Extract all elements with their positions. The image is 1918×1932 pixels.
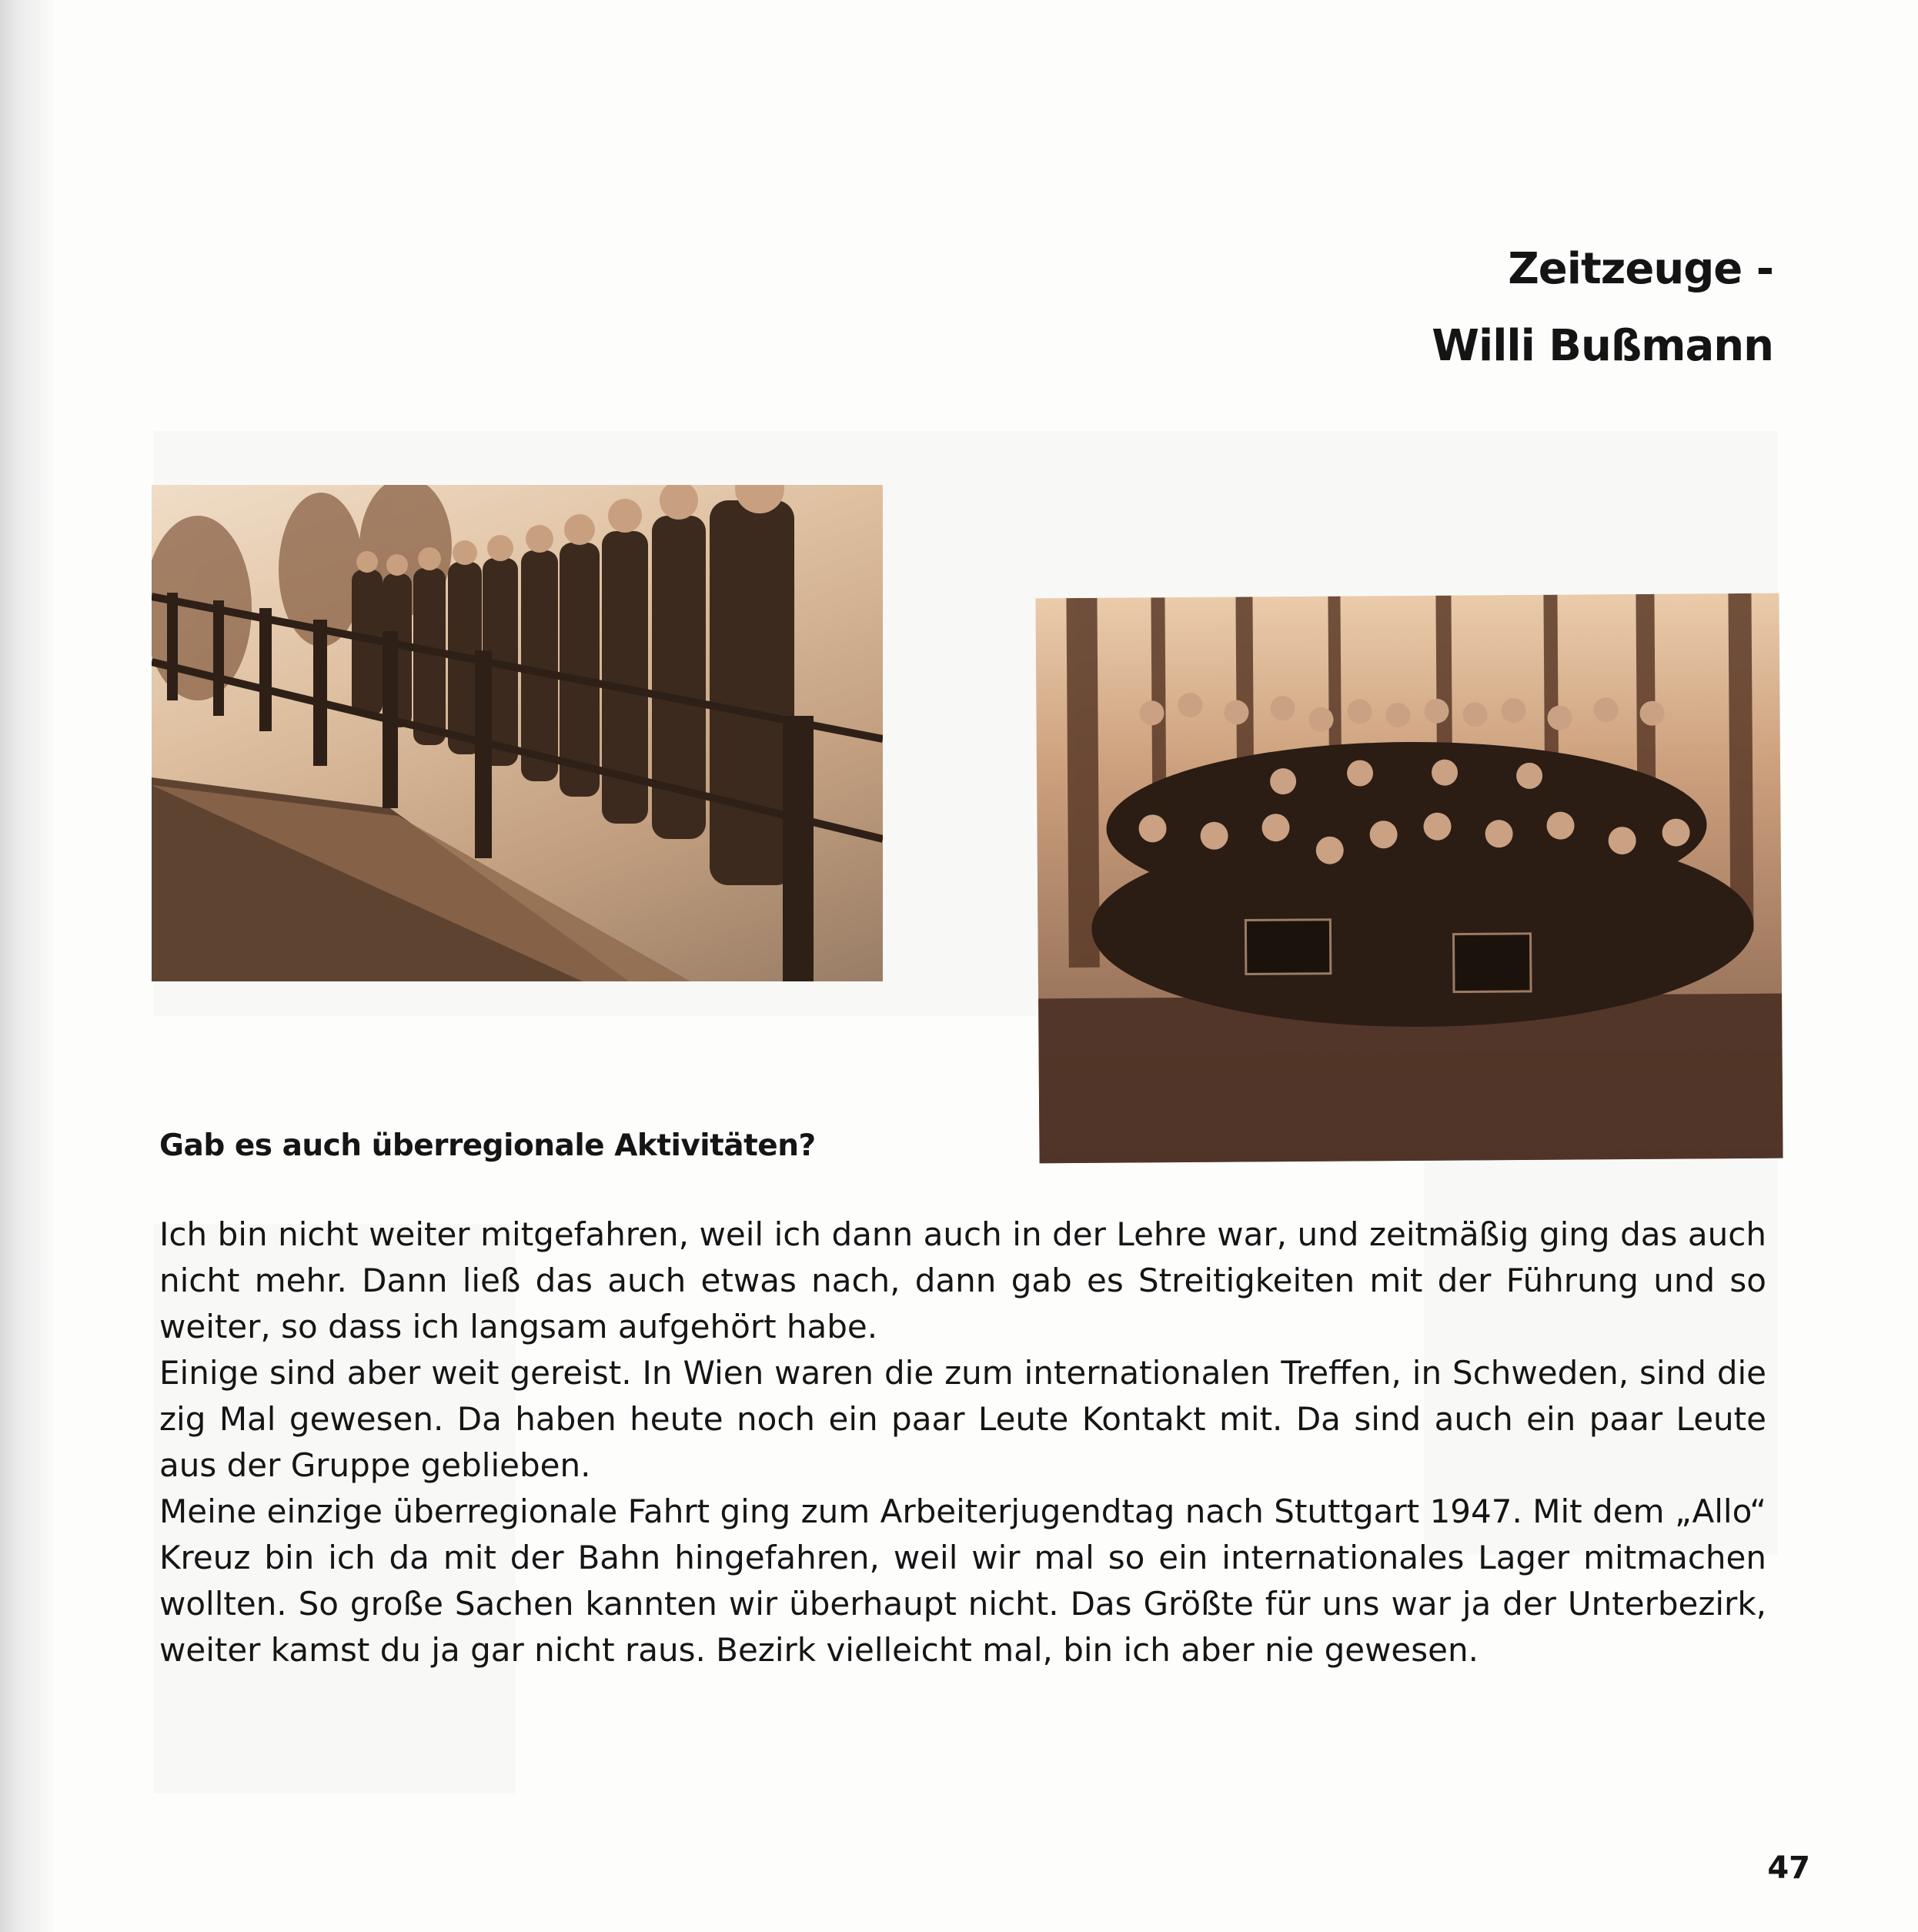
- page-number: 47: [1767, 1850, 1810, 1886]
- photo-group-on-bridge-icon: [152, 485, 883, 981]
- answer-paragraph-2: Einige sind aber weit gereist. In Wien waren die zum internationalen Treffen, in Schweden, sind die zig Mal gewesen. Da haben heute noch ein paar Leute Kontakt mit. Da sind auch ein paar Leute aus der Gruppe geblieben.: [159, 1354, 1766, 1484]
- title-line-2: Willi Bußmann: [1432, 321, 1773, 371]
- answer-paragraph-3: Meine einzige überregionale Fahrt ging zum Arbeiterjugendtag nach Stuttgart 1947. Mit dem „Allo“ Kreuz bin ich da mit der Bahn hingefahren, weil wir mal so ein internationales Lager mitmachen wollten. So große Sachen kannten wir überhaupt nicht. Das Größte für uns war ja der Unterbezirk, weiter kamst du ja gar nicht raus. Bezirk vielleicht mal, bin ich aber nie gewesen.: [159, 1492, 1766, 1669]
- interview-question: Gab es auch überregionale Aktivitäten?: [159, 1128, 816, 1163]
- answer-paragraph-1: Ich bin nicht weiter mitgefahren, weil ich dann auch in der Lehre war, und zeitmäßig ging das auch nicht mehr. Dann ließ das auch etwas nach, dann gab es Streitigkeiten mit der Führung und so weiter, so dass ich langsam aufgehört habe.: [159, 1215, 1766, 1345]
- title-line-1: Zeitzeuge -: [1508, 244, 1773, 294]
- forest-group-photo: [1035, 593, 1783, 1164]
- interview-answer: [159, 1212, 1766, 1673]
- binding-gutter: [0, 0, 54, 1932]
- page-title: [1432, 231, 1773, 385]
- photo-group-in-forest-icon: [1035, 593, 1783, 1164]
- bridge-group-photo: [152, 485, 883, 981]
